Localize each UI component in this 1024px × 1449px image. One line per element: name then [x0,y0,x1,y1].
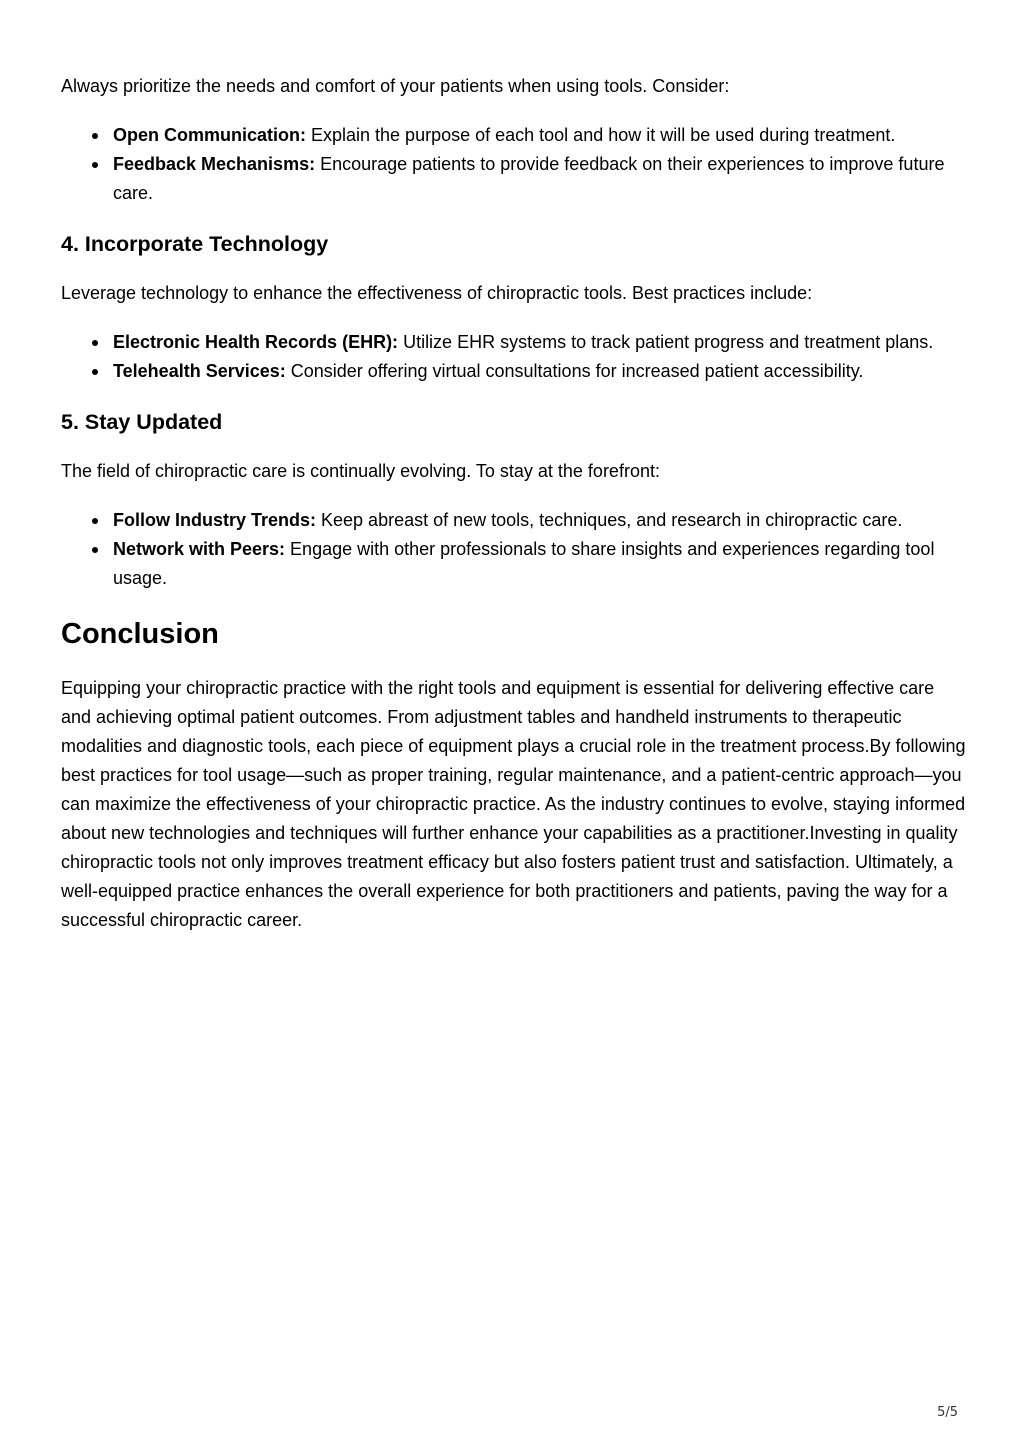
list-item-text: Engage with other professionals to share insights and experiences regarding tool usage. [113,539,935,588]
list-item-text: Consider offering virtual consultations for increased patient accessibility. [285,361,864,381]
stay-updated-intro: The field of chiropractic care is continually evolving. To stay at the forefront: [61,461,660,481]
list-item [61,535,966,593]
list-item-term: Telehealth Services: [113,361,286,381]
list-item-text: Encourage patients to provide feedback on their experiences to improve future care. [113,154,945,203]
stay-updated-list [61,506,966,593]
technology-heading: 4. Incorporate Technology [61,232,329,256]
list-item-term: Follow Industry Trends: [113,510,317,530]
list-item-term: Network with Peers: [113,539,286,559]
patient-centric-intro: Always prioritize the needs and comfort of your patients when using tools. Consider: [61,76,730,96]
technology-intro: Leverage technology to enhance the effectiveness of chiropractic tools. Best practices include: [61,283,813,303]
list-item [61,506,966,535]
document-page [61,72,966,935]
page-number: 5/5 [937,1405,958,1420]
list-item-text: Keep abreast of new tools, techniques, and research in chiropractic care. [316,510,903,530]
list-item [61,121,966,150]
list-item-term: Open Communication: [113,125,306,145]
technology-list [61,328,966,386]
stay-updated-heading: 5. Stay Updated [61,410,223,434]
list-item [61,357,966,386]
conclusion-heading: Conclusion [61,618,219,650]
list-item-text: Explain the purpose of each tool and how it will be used during treatment. [306,125,896,145]
list-item [61,150,966,208]
list-item-term: Electronic Health Records (EHR): [113,332,399,352]
conclusion-paragraph: Equipping your chiropractic practice with the right tools and equipment is essential for delivering effective care and achieving optimal patient outcomes. From adjustment tables and handheld instruments to therapeutic modalities and diagnostic tools, each piece of equipment plays a crucial role in the treatment process.By following best practices for tool usage—such as proper training, regular maintenance, and a patient-centric approach—you can maximize the effectiveness of your chiropractic practice. As the industry continues to evolve, staying informed about new technologies and techniques will further enhance your capabilities as a practitioner.Investing in quality chiropractic tools not only improves treatment efficacy but also fosters patient trust and satisfaction. Ultimately, a well-equipped practice enhances the overall experience for both practitioners and patients, paving the way for a successful chiropractic career. [61,678,966,930]
list-item [61,328,966,357]
patient-centric-list [61,121,966,208]
list-item-text: Utilize EHR systems to track patient progress and treatment plans. [398,332,934,352]
list-item-term: Feedback Mechanisms: [113,154,316,174]
